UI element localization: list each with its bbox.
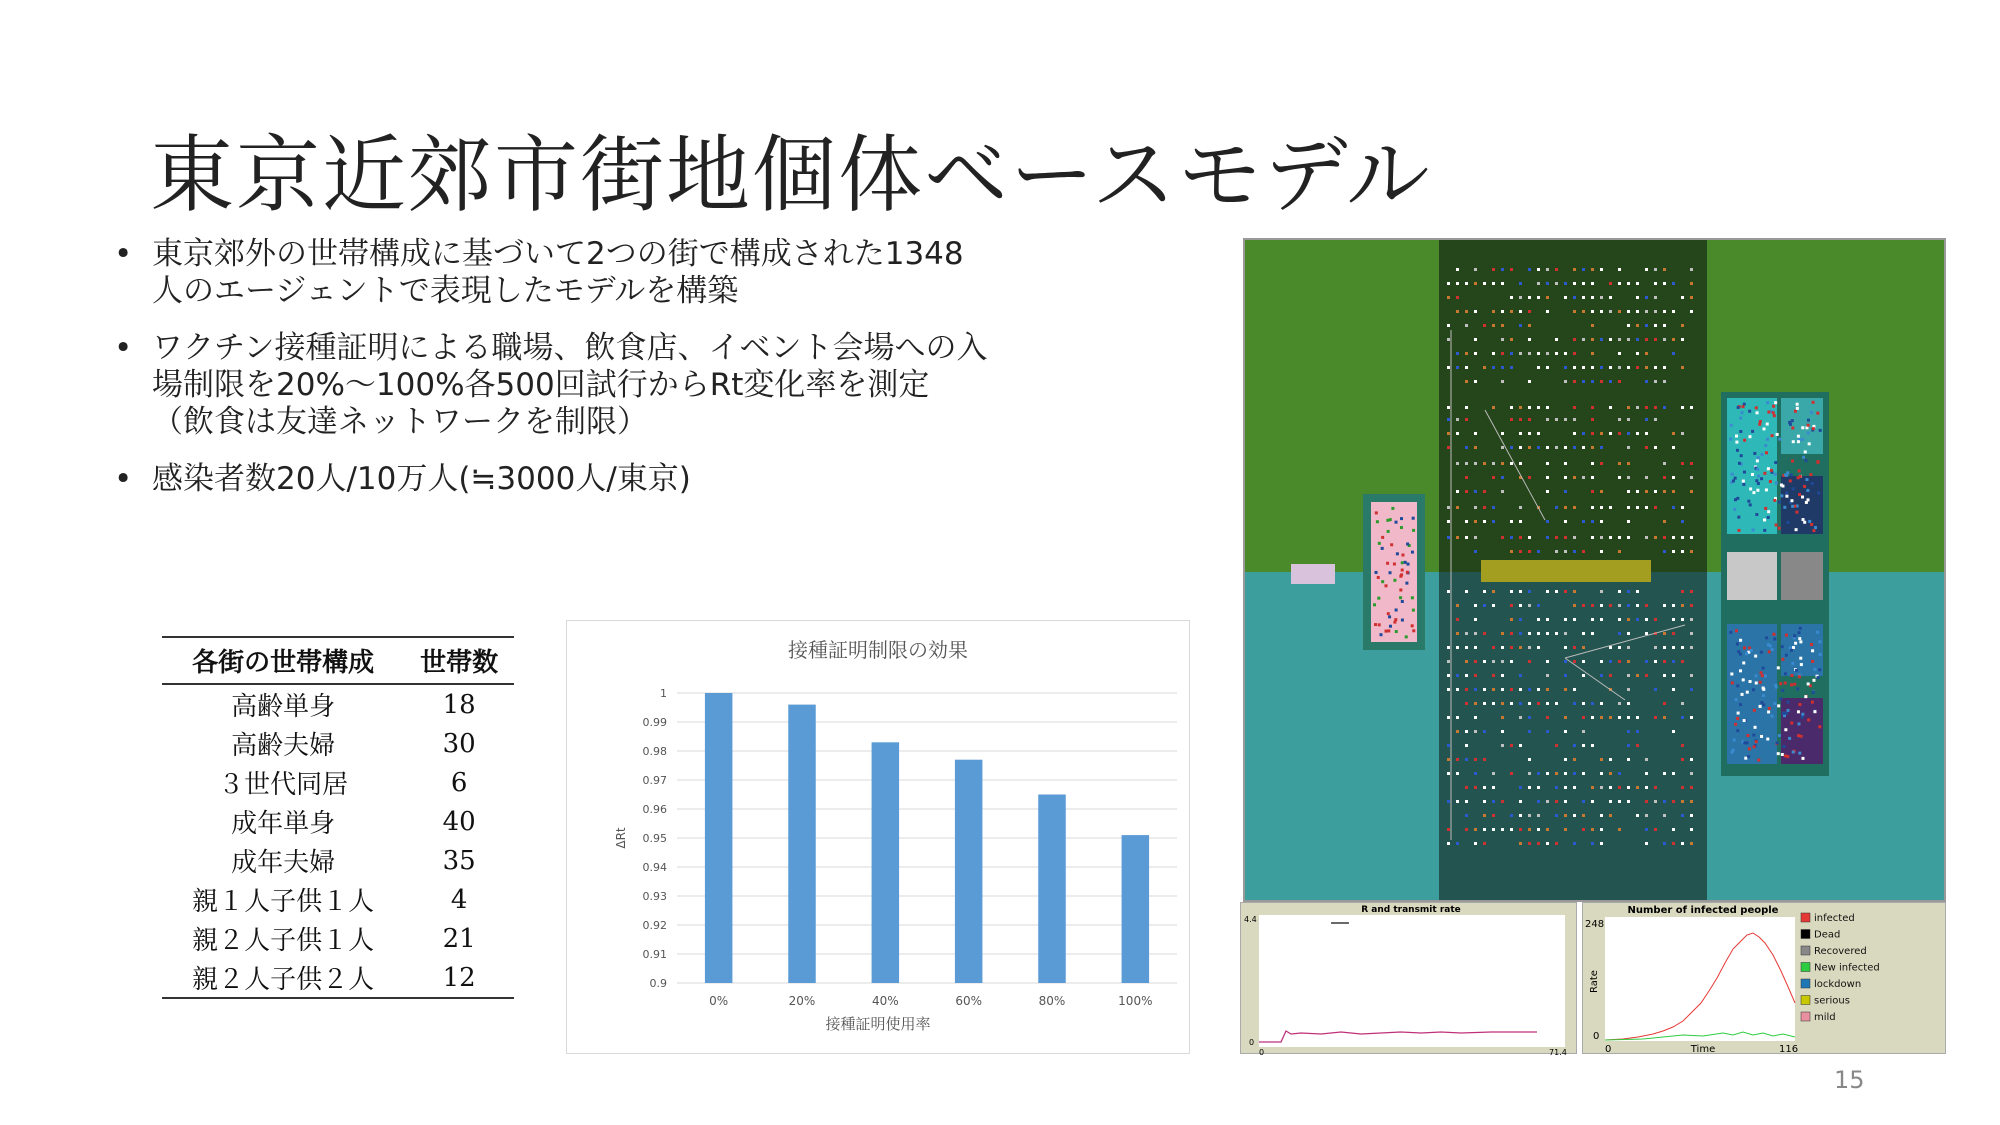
legend-swatch — [1801, 996, 1810, 1005]
table-header: 各街の世帯構成 — [162, 637, 404, 684]
legend-swatch — [1801, 963, 1810, 972]
legend-label: Recovered — [1814, 946, 1867, 957]
table-row — [162, 724, 514, 763]
table-cell: 18 — [442, 689, 476, 720]
table-cell: 40 — [442, 806, 476, 837]
rt-plot — [1240, 902, 1577, 1054]
bullet-list — [110, 236, 990, 518]
event-venue — [1481, 560, 1651, 582]
table-cell: 30 — [442, 728, 476, 759]
chart-title: 接種証明制限の効果 — [788, 638, 968, 662]
y-tick-label: 0.9 — [649, 977, 667, 990]
table-cell: 高齢夫婦 — [231, 731, 336, 761]
table-row — [162, 763, 514, 802]
table-cell: 35 — [442, 845, 476, 876]
legend-swatch — [1801, 913, 1810, 922]
y-axis-label: ΔRt — [614, 827, 628, 849]
legend-label: Dead — [1814, 929, 1841, 941]
infected-plot — [1582, 902, 1946, 1054]
simulation-map — [1245, 240, 1946, 902]
table-row — [162, 684, 514, 724]
infected-plot-xmax: 116 — [1779, 1044, 1799, 1055]
vaccine-bar-chart — [566, 620, 1190, 1054]
office — [1727, 398, 1777, 534]
rt-plot-svg — [1241, 903, 1578, 1055]
infected-plot-xlabel: Time — [1690, 1044, 1716, 1055]
infected-plot-title: Number of infected people — [1627, 905, 1779, 916]
rt-plot-xmin: 0 — [1259, 1048, 1265, 1055]
bar — [788, 705, 816, 983]
simulation-world-view — [1243, 238, 1946, 902]
rt-plot-xmax: 71.4 — [1549, 1048, 1567, 1055]
y-tick-label: 0.92 — [642, 919, 667, 932]
bar — [1122, 835, 1150, 983]
y-tick-label: 0.96 — [642, 803, 667, 816]
bar — [955, 760, 983, 983]
legend-label: infected — [1814, 913, 1855, 924]
y-tick-label: 0.98 — [642, 745, 667, 758]
table-cell: 親１人子供１人 — [192, 887, 375, 917]
bar — [872, 742, 900, 983]
bullet-item: • 東京郊外の世帯構成に基づいて2つの街で構成された1348人のエージェントで表現したモデルを構築 — [110, 236, 990, 310]
slide-title: 東京近郊市街地個体ベースモデル — [150, 126, 1432, 224]
x-tick-label: 0% — [709, 994, 729, 1008]
legend-swatch — [1801, 979, 1810, 988]
table-row — [162, 841, 514, 880]
office — [1781, 476, 1823, 534]
infected-plot-xmin: 0 — [1605, 1044, 1612, 1055]
legend-label: lockdown — [1814, 979, 1862, 990]
legend-label: New infected — [1814, 962, 1880, 974]
x-tick-label: 100% — [1118, 994, 1153, 1008]
plot-area — [1259, 915, 1565, 1047]
office — [1781, 552, 1823, 600]
x-tick-label: 40% — [871, 994, 899, 1008]
y-tick-label: 0.91 — [642, 948, 667, 961]
legend-label: serious — [1814, 995, 1850, 1007]
table-cell: 21 — [442, 923, 476, 954]
legend-label: mild — [1814, 1012, 1836, 1023]
table-cell: 12 — [404, 958, 514, 998]
restaurant-block — [1291, 564, 1335, 584]
infected-plot-ymax: 248 — [1585, 919, 1605, 930]
legend-swatch — [1801, 1012, 1810, 1021]
page-number: 15 — [1834, 1066, 1865, 1094]
table-header: 世帯数 — [404, 637, 514, 684]
residential-area — [1439, 572, 1707, 902]
y-tick-label: 1 — [660, 687, 667, 700]
table-cell: 成年夫婦 — [231, 848, 336, 878]
infected-plot-ymin: 0 — [1593, 1031, 1600, 1042]
infected-plot-legend — [1801, 913, 1880, 1023]
table-row — [162, 958, 514, 998]
y-tick-label: 0.99 — [642, 716, 667, 729]
legend-swatch — [1801, 946, 1810, 955]
plot-area — [1605, 917, 1795, 1041]
table-header-row — [162, 637, 514, 684]
bullet-item: • ワクチン接種証明による職場、飲食店、イベント会場への入場制限を20%〜100%各500回試行からRt変化率を測定（飲食は友達ネットワークを制限） — [110, 330, 990, 441]
table-row — [162, 919, 514, 958]
rt-plot-title: R and transmit rate — [1361, 905, 1461, 915]
x-axis-label: 接種証明使用率 — [825, 1015, 931, 1033]
infected-plot-svg — [1583, 903, 1947, 1055]
table-cell: 親２人子供１人 — [192, 926, 375, 956]
bullet-item: • 感染者数20人/10万人(≒3000人/東京) — [110, 461, 990, 498]
table-cell: 親２人子供２人 — [162, 958, 404, 998]
table-cell: 成年単身 — [231, 809, 336, 839]
x-tick-label: 80% — [1038, 994, 1066, 1008]
y-tick-label: 0.95 — [642, 832, 667, 845]
y-tick-label: 0.97 — [642, 774, 667, 787]
household-table — [162, 636, 514, 999]
table-cell: 6 — [450, 767, 468, 798]
y-tick-label: 0.93 — [642, 890, 667, 903]
infected-plot-ylabel: Rate — [1589, 970, 1600, 993]
x-tick-label: 60% — [955, 994, 983, 1008]
legend-swatch — [1801, 930, 1810, 939]
bar-chart-svg — [567, 621, 1189, 1053]
y-tick-label: 0.94 — [642, 861, 667, 874]
office — [1727, 552, 1777, 600]
bar — [705, 693, 733, 983]
office — [1781, 398, 1823, 454]
table-cell: 高齢単身 — [231, 692, 336, 722]
x-tick-label: 20% — [788, 994, 816, 1008]
table-row — [162, 802, 514, 841]
table-cell: ３世代同居 — [218, 770, 349, 800]
rt-plot-ymax: 4.4 — [1244, 915, 1257, 924]
table-row — [162, 880, 514, 919]
bar — [1038, 795, 1066, 984]
rt-plot-ymin: 0 — [1249, 1038, 1255, 1047]
table-cell: 4 — [450, 884, 468, 915]
